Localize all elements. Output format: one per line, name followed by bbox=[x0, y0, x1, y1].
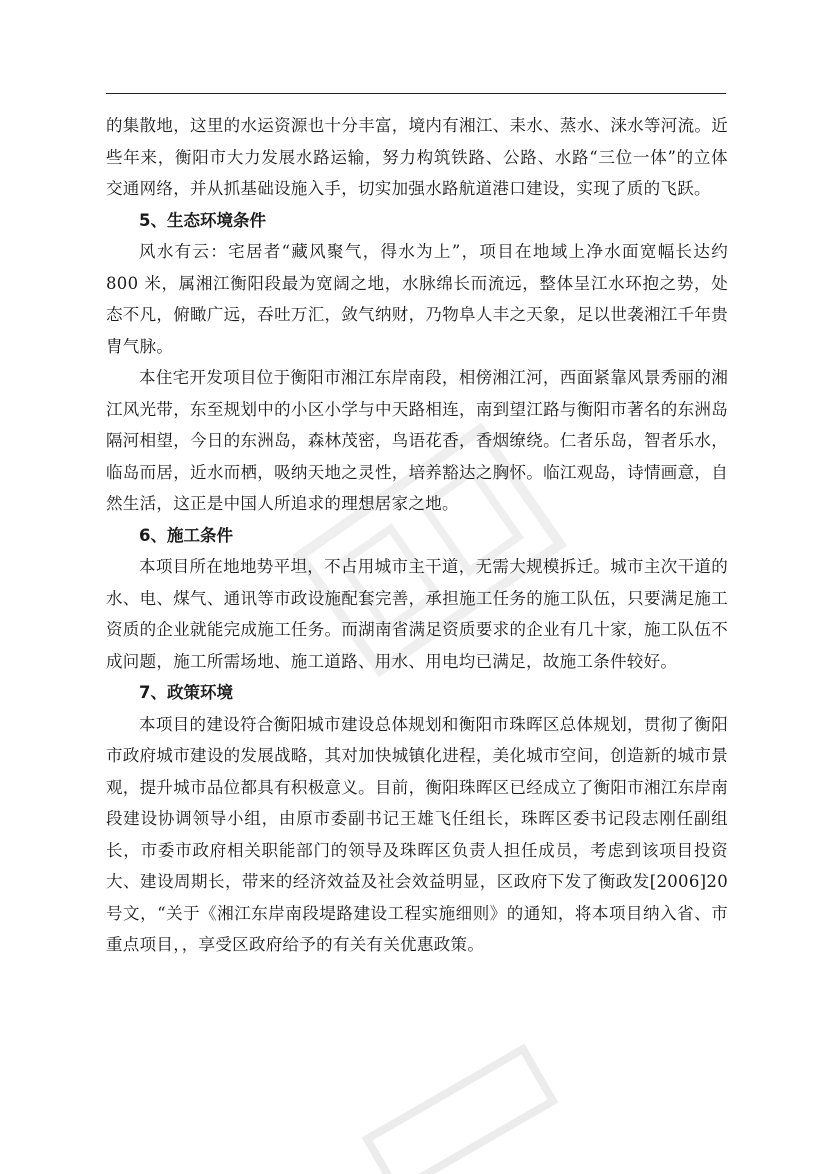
section-heading-5: 5、生态环境条件 bbox=[139, 210, 266, 230]
paragraph-policy: 本项目的建设符合衡阳城市建设总体规划和衡阳市珠晖区总体规划，贯彻了衡阳市政府城市建设的发展战略，其对加快城镇化进程，美化城市空间，创造新的城市景观，提升城市品位都具有积极意义。目前，衡阳珠晖区已经成立了衡阳市湘江东岸南段建设协调领导小组，由原市委副书记王雄飞任组长，珠晖区委书记段志刚任副组长，市委市政府相关职能部门的领导及珠晖区负责人担任成员，考虑到该项目投资大、建设周期长，带来的经济效益及社会效益明显，区政府下发了衡政发[2006]20 号文，“关于《湘江东岸南段堤路建设工程实施细则》的通知，将本项目纳入省、市重点项目，，享受区政府给予的有关有关优惠政策。 bbox=[106, 714, 728, 954]
header-rule bbox=[106, 93, 726, 94]
paragraph-feng-shui: 风水有云：宅居者“藏风聚气，得水为上”，项目在地域上净水面宽幅长达约 800 米，属湘江衡阳段最为宽阔之地，水脉绵长而流远，整体呈江水环抱之势，处态不凡，俯瞰广远，吞吐万汇，敛气纳财，乃物阜人丰之天象，足以世袭湘江千年贵胄气脉。 bbox=[106, 242, 728, 356]
section-heading-7: 7、政策环境 bbox=[139, 683, 233, 702]
document-body bbox=[106, 110, 728, 961]
section-heading-6: 6、施工条件 bbox=[139, 525, 233, 545]
paragraph-location: 本住宅开发项目位于衡阳市湘江东岸南段，相傍湘江河，西面紧靠风景秀丽的湘江风光带，东至规划中的小区小学与中天路相连，南到望江路与衡阳市著名的东洲岛隔河相望，今日的东洲岛，森林茂密，鸟语花香，香烟缭绕。仁者乐岛，智者乐水，临岛而居，近水而栖，吸纳天地之灵性，培养豁达之胸怀。临江观岛，诗情画意，自然生活，这正是中国人所追求的理想居家之地。 bbox=[106, 368, 728, 513]
watermark-bottom-stamp bbox=[353, 1035, 566, 1174]
paragraph-continued: 的集散地，这里的水运资源也十分丰富，境内有湘江、耒水、蒸水、涞水等河流。近些年来，衡阳市大力发展水路运输，努力构筑铁路、公路、水路“三位一体”的立体交通网络，并从抓基础设施入手，切实加强水路航道港口建设，实现了质的飞跃。 bbox=[106, 116, 728, 198]
paragraph-construction: 本项目所在地地势平坦，不占用城市主干道，无需大规模拆迁。城市主次干道的水、电、煤气、通讯等市政设施配套完善，承担施工任务的施工队伍，只要满足施工资质的企业就能完成施工任务。而湖南省满足资质要求的企业有几十家，施工队伍不成问题，施工所需场地、施工道路、用水、用电均已满足，故施工条件较好。 bbox=[106, 557, 728, 671]
